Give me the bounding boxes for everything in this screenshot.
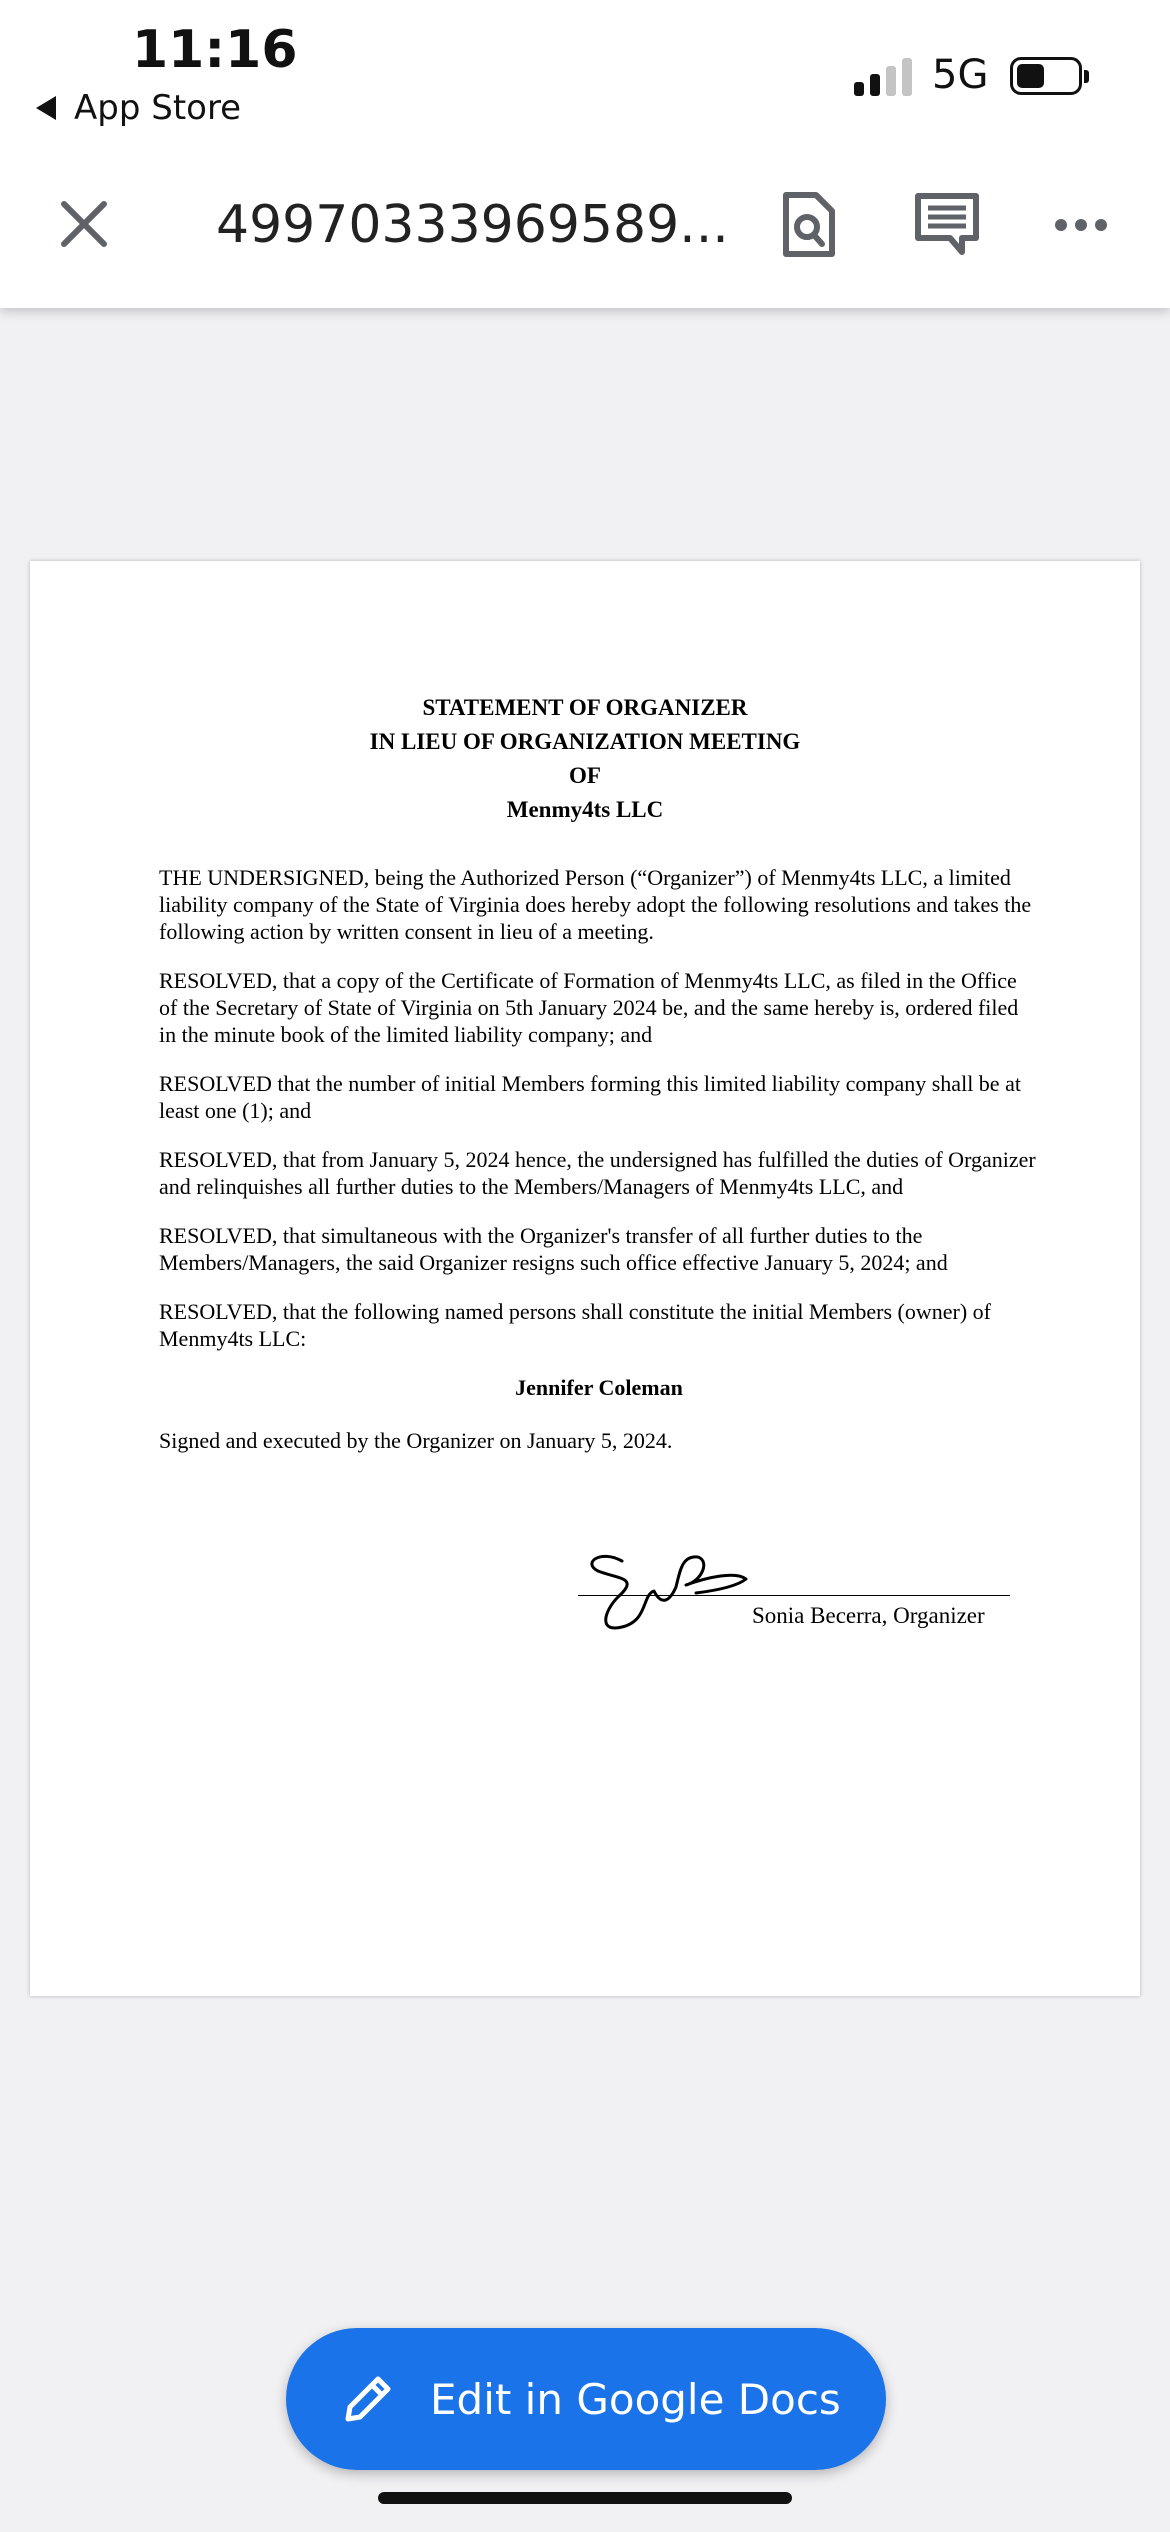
heading-line: STATEMENT OF ORGANIZER bbox=[422, 695, 748, 720]
battery-icon bbox=[1010, 57, 1082, 95]
close-icon bbox=[54, 194, 114, 254]
back-to-app-store-link[interactable] bbox=[36, 88, 241, 128]
signal-bar bbox=[854, 82, 864, 96]
status-time: 11:16 bbox=[132, 20, 298, 80]
home-indicator[interactable] bbox=[378, 2492, 792, 2504]
signature-caption: Sonia Becerra, Organizer bbox=[752, 1603, 985, 1628]
close-button[interactable] bbox=[54, 194, 114, 254]
more-icon bbox=[1050, 190, 1120, 260]
back-app-label: App Store bbox=[74, 88, 242, 128]
battery-nub bbox=[1084, 70, 1089, 83]
document-heading bbox=[30, 691, 1140, 827]
paragraph: RESOLVED, that the following named persons shall constitute the initial Members (owner) of Menmy4ts LLC: bbox=[159, 1299, 991, 1351]
comment-icon bbox=[912, 190, 982, 260]
heading-line: Menmy4ts LLC bbox=[506, 797, 664, 822]
network-type: 5G bbox=[932, 52, 989, 98]
member-name: Jennifer Coleman bbox=[515, 1375, 683, 1400]
signal-bar bbox=[886, 66, 896, 96]
file-title: 49970333969589... bbox=[216, 195, 729, 255]
pencil-icon bbox=[338, 2369, 398, 2429]
paragraph: THE UNDERSIGNED, being the Authorized Person (“Organizer”) of Menmy4ts LLC, a limited liability company of the State of Virginia does hereby adopt the following resolutions and takes the following action by written consent in lieu of a meeting. bbox=[159, 865, 1032, 944]
signal-bar bbox=[902, 58, 912, 96]
cellular-signal-icon bbox=[854, 56, 912, 96]
signed-line: Signed and executed by the Organizer on January 5, 2024. bbox=[159, 1428, 673, 1453]
find-in-document-button[interactable] bbox=[774, 190, 844, 260]
paragraph: RESOLVED, that simultaneous with the Organizer's transfer of all further duties to the Members/Managers, the said Organizer resigns such office effective January 5, 2024; and bbox=[159, 1223, 948, 1275]
signature-image bbox=[578, 1541, 778, 1661]
back-triangle-icon bbox=[36, 96, 56, 120]
document-body bbox=[159, 864, 1039, 1476]
paragraph: RESOLVED, that a copy of the Certificate of Formation of Menmy4ts LLC, as filed in the Office of the Secretary of State of Virginia on 5th January 2024 be, and the same hereby is, ordered filed in the minute book of the limited liability company; and bbox=[159, 968, 1019, 1047]
edit-in-google-docs-button[interactable] bbox=[286, 2328, 886, 2470]
more-options-button[interactable] bbox=[1050, 190, 1120, 260]
battery-level bbox=[1017, 64, 1044, 88]
signature-line bbox=[578, 1595, 1010, 1596]
top-bar bbox=[0, 0, 1170, 308]
signal-bar bbox=[870, 74, 880, 96]
document-page bbox=[30, 561, 1140, 1996]
heading-line: IN LIEU OF ORGANIZATION MEETING bbox=[369, 729, 801, 754]
heading-line: OF bbox=[569, 763, 601, 788]
comments-button[interactable] bbox=[912, 190, 982, 260]
paragraph: RESOLVED, that from January 5, 2024 hence, the undersigned has fulfilled the duties of Organizer and relinquishes all further duties to the Members/Managers of Menmy4ts LLC, and bbox=[159, 1147, 1036, 1199]
paragraph: RESOLVED that the number of initial Members forming this limited liability company shall be at least one (1); and bbox=[159, 1071, 1021, 1123]
edit-button-label: Edit in Google Docs bbox=[430, 2374, 841, 2424]
document-search-icon bbox=[774, 190, 844, 260]
